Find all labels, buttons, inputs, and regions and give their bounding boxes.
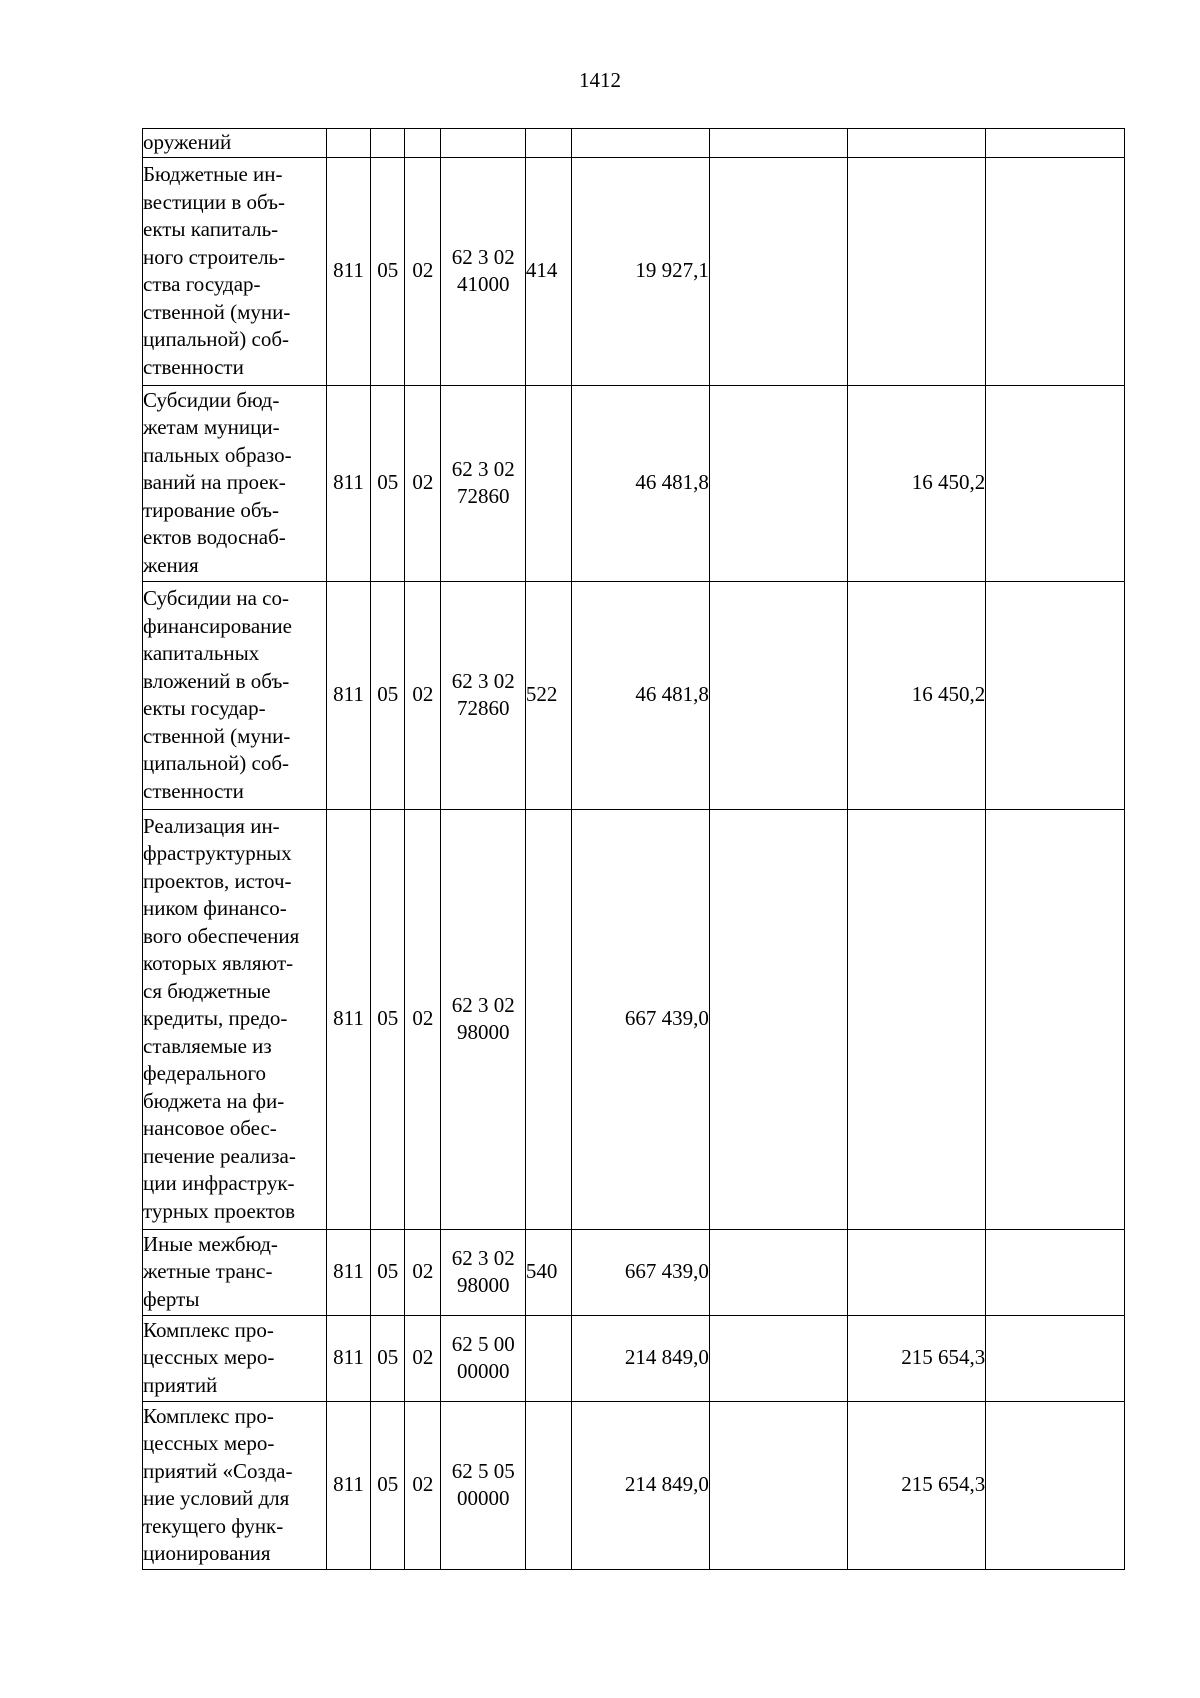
amount-col-2	[709, 1229, 847, 1315]
description-line: капитальных	[143, 641, 260, 665]
description-line: цессных меро-	[143, 1431, 275, 1455]
amount-col-3	[847, 157, 986, 385]
expense-type-code	[525, 129, 571, 158]
amount-col-1: 214 849,0	[572, 1401, 710, 1569]
description-line: фраструктурных	[143, 841, 292, 866]
row-description	[143, 1315, 327, 1401]
podrazdel-code	[405, 129, 441, 158]
description-line: жетные транс-	[143, 1259, 273, 1284]
description-line: Реализация ин-	[143, 813, 280, 838]
glava-code	[326, 129, 370, 158]
expense-type-code	[525, 1401, 571, 1569]
amount-col-3	[847, 1229, 986, 1315]
description-line: екты государ-	[143, 696, 266, 720]
amount-col-3: 16 450,2	[847, 385, 986, 581]
target-article-code: 62 5 05 00000	[441, 1401, 525, 1569]
amount-col-1: 46 481,8	[572, 581, 710, 809]
glava-code: 811	[326, 1401, 370, 1569]
description-line: проектов, источ-	[143, 868, 292, 893]
description-line: Субсидии бюд-	[143, 387, 280, 412]
amount-col-1: 667 439,0	[572, 1229, 710, 1315]
amount-col-3: 215 654,3	[847, 1401, 986, 1569]
description-line: тирование объ-	[143, 497, 279, 522]
description-line: текущего функ-	[143, 1513, 284, 1538]
amount-col-4	[986, 385, 1125, 581]
description-line: Комплекс про-	[143, 1317, 274, 1342]
description-line: ственной (муни-	[143, 723, 291, 748]
description-line: ваний на проек-	[143, 470, 286, 495]
description-line: ции инфраструк-	[143, 1171, 295, 1196]
description-line: оружений	[143, 130, 232, 154]
table-row	[143, 581, 1125, 809]
table-row	[143, 1315, 1125, 1401]
table-row	[143, 809, 1125, 1229]
glava-code: 811	[326, 809, 370, 1229]
amount-col-3: 215 654,3	[847, 1315, 986, 1401]
description-line: кредиты, предо-	[143, 1006, 288, 1031]
description-line: ципальной) соб-	[143, 751, 289, 775]
expense-type-code: 414	[525, 157, 571, 385]
description-line: приятий	[143, 1372, 218, 1397]
amount-col-3	[847, 809, 986, 1229]
amount-col-3: 16 450,2	[847, 581, 986, 809]
amount-col-4	[986, 1401, 1125, 1569]
target-article-code	[441, 129, 525, 158]
amount-col-1: 19 927,1	[572, 157, 710, 385]
description-line: приятий «Созда-	[143, 1458, 293, 1483]
table-row	[143, 157, 1125, 385]
description-line: ние условий для	[143, 1486, 290, 1510]
row-description	[143, 1401, 327, 1569]
row-description	[143, 1229, 327, 1315]
row-description	[143, 809, 327, 1229]
description-line: вложений в объ-	[143, 668, 290, 693]
expense-type-code	[525, 1315, 571, 1401]
row-description	[143, 157, 327, 385]
podrazdel-code: 02	[405, 157, 441, 385]
target-article-code: 62 3 02 41000	[441, 157, 525, 385]
glava-code: 811	[326, 157, 370, 385]
description-line: екты капиталь-	[143, 217, 279, 241]
row-description	[143, 581, 327, 809]
amount-col-2	[709, 157, 847, 385]
amount-col-2	[709, 1315, 847, 1401]
amount-col-2	[709, 1401, 847, 1569]
description-line: ставляемые из	[143, 1033, 272, 1058]
expense-type-code: 540	[525, 1229, 571, 1315]
description-line: вого обеспечения	[143, 923, 300, 948]
description-line: финансирование	[143, 613, 292, 638]
description-line: жения	[143, 552, 199, 577]
description-line: Комплекс про-	[143, 1403, 274, 1428]
podrazdel-code: 02	[405, 581, 441, 809]
description-line: вестиции в объ-	[143, 189, 286, 214]
podrazdel-code: 02	[405, 1401, 441, 1569]
description-line: ства государ-	[143, 272, 261, 296]
amount-col-2	[709, 129, 847, 158]
description-line: нансовое обес-	[143, 1116, 277, 1141]
expense-type-code: 522	[525, 581, 571, 809]
table-row	[143, 1229, 1125, 1315]
razdel-code	[371, 129, 405, 158]
amount-col-4	[986, 1229, 1125, 1315]
glava-code: 811	[326, 581, 370, 809]
amount-col-4	[986, 809, 1125, 1229]
target-article-code: 62 3 02 72860	[441, 581, 525, 809]
glava-code: 811	[326, 1229, 370, 1315]
glava-code: 811	[326, 1315, 370, 1401]
razdel-code: 05	[371, 385, 405, 581]
description-line: бюджета на фи-	[143, 1088, 285, 1113]
razdel-code: 05	[371, 1229, 405, 1315]
amount-col-3	[847, 129, 986, 158]
target-article-code: 62 3 02 98000	[441, 809, 525, 1229]
description-line: ственности	[143, 354, 244, 379]
amount-col-4	[986, 157, 1125, 385]
row-description	[143, 385, 327, 581]
amount-col-2	[709, 809, 847, 1229]
amount-col-4	[986, 581, 1125, 809]
description-line: ектов водоснаб-	[143, 525, 286, 550]
description-line: цессных меро-	[143, 1345, 275, 1370]
description-line: турных проектов	[143, 1198, 296, 1223]
razdel-code: 05	[371, 1401, 405, 1569]
amount-col-1: 214 849,0	[572, 1315, 710, 1401]
table-row	[143, 385, 1125, 581]
amount-col-1: 667 439,0	[572, 809, 710, 1229]
description-line: жетам муници-	[143, 415, 280, 440]
description-line: пальных образо-	[143, 442, 292, 467]
amount-col-1: 46 481,8	[572, 385, 710, 581]
description-line: Бюджетные ин-	[143, 162, 283, 186]
table-body	[143, 129, 1125, 1570]
target-article-code: 62 5 00 00000	[441, 1315, 525, 1401]
description-line: ственности	[143, 778, 244, 803]
table-row	[143, 129, 1125, 158]
description-line: федерального	[143, 1061, 267, 1086]
budget-table	[142, 128, 1125, 1570]
description-line: которых являют-	[143, 951, 294, 976]
razdel-code: 05	[371, 1315, 405, 1401]
razdel-code: 05	[371, 809, 405, 1229]
target-article-code: 62 3 02 72860	[441, 385, 525, 581]
description-line: ципальной) соб-	[143, 327, 289, 351]
description-line: ся бюджетные	[143, 978, 271, 1003]
razdel-code: 05	[371, 581, 405, 809]
amount-col-4	[986, 1315, 1125, 1401]
amount-col-4	[986, 129, 1125, 158]
description-line: печение реализа-	[143, 1143, 296, 1168]
description-line: ственной (муни-	[143, 299, 291, 324]
podrazdel-code: 02	[405, 1229, 441, 1315]
description-line: Субсидии на со-	[143, 586, 289, 610]
row-description	[143, 129, 327, 158]
expense-type-code	[525, 385, 571, 581]
amount-col-1	[572, 129, 710, 158]
table-row	[143, 1401, 1125, 1569]
glava-code: 811	[326, 385, 370, 581]
target-article-code: 62 3 02 98000	[441, 1229, 525, 1315]
description-line: ником финансо-	[143, 896, 287, 921]
podrazdel-code: 02	[405, 1315, 441, 1401]
description-line: Иные межбюд-	[143, 1231, 278, 1256]
razdel-code: 05	[371, 157, 405, 385]
podrazdel-code: 02	[405, 385, 441, 581]
description-line: ного строитель-	[143, 244, 286, 269]
expense-type-code	[525, 809, 571, 1229]
podrazdel-code: 02	[405, 809, 441, 1229]
description-line: ферты	[143, 1286, 200, 1311]
description-line: ционирования	[143, 1541, 271, 1565]
amount-col-2	[709, 385, 847, 581]
page-number: 1412	[579, 68, 621, 92]
amount-col-2	[709, 581, 847, 809]
